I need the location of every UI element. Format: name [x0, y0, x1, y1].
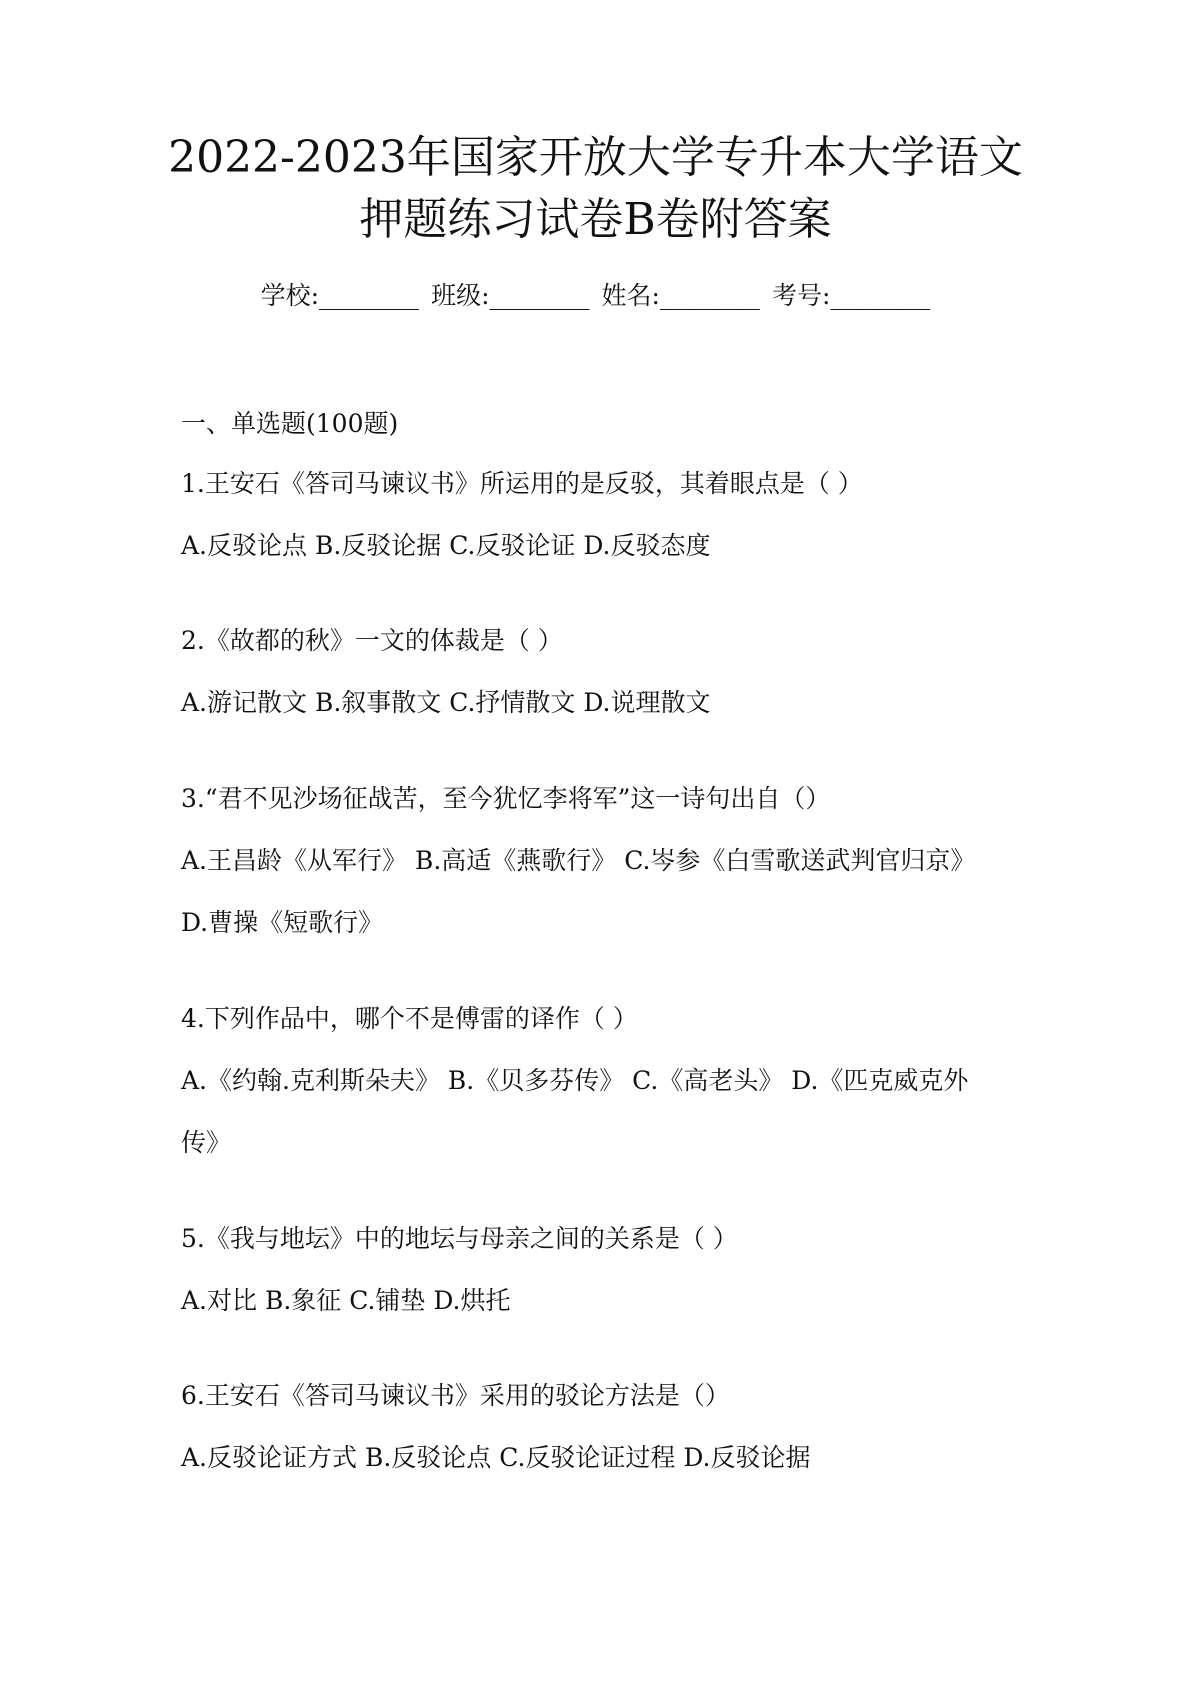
question-4-stem: 4.下列作品中，哪个不是傅雷的译作（ ） — [181, 1004, 638, 1033]
question-5-stem: 5.《我与地坛》中的地坛与母亲之间的关系是（ ） — [181, 1224, 738, 1253]
question-4-options-line1: A.《约翰.克利斯朵夫》 B.《贝多芬传》 C.《高老头》 D.《匹克威克外 — [181, 1066, 969, 1095]
question-6-options: A.反驳论证方式 B.反驳论点 C.反驳论证过程 D.反驳论据 — [181, 1443, 811, 1472]
question-1-stem: 1.王安石《答司马谏议书》所运用的是反驳，其着眼点是（ ） — [181, 469, 863, 498]
question-1-options: A.反驳论点 B.反驳论据 C.反驳论证 D.反驳态度 — [181, 531, 711, 560]
page-title-line2: 押题练习试卷B卷附答案 — [359, 194, 832, 245]
question-4-options-line2: 传》 — [181, 1128, 232, 1157]
student-info-row — [0, 278, 1191, 314]
question-2-stem: 2.《故都的秋》一文的体裁是（ ） — [181, 626, 563, 655]
question-3-options-line2: D.曹操《短歌行》 — [181, 908, 384, 937]
exam-number-field: 考号:________ — [771, 281, 931, 310]
page-title-line1: 2022-2023年国家开放大学专升本大学语文 — [168, 132, 1023, 183]
question-2-options: A.游记散文 B.叙事散文 C.抒情散文 D.说理散文 — [181, 688, 711, 717]
question-3-options-line1: A.王昌龄《从军行》 B.高适《燕歌行》 C.岑参《白雪歌送武判官归京》 — [181, 846, 976, 875]
question-3-stem: 3.“君不见沙场征战苦，至今犹忆李将军”这一诗句出自（） — [181, 784, 831, 813]
class-field: 班级:________ — [431, 281, 590, 310]
section-heading: 一、单选题(100题) — [181, 409, 399, 438]
question-6-stem: 6.王安石《答司马谏议书》采用的驳论方法是（） — [181, 1381, 730, 1410]
school-field: 学校:________ — [260, 281, 420, 310]
question-5-options: A.对比 B.象征 C.铺垫 D.烘托 — [181, 1286, 511, 1315]
name-field: 姓名:________ — [601, 281, 760, 310]
